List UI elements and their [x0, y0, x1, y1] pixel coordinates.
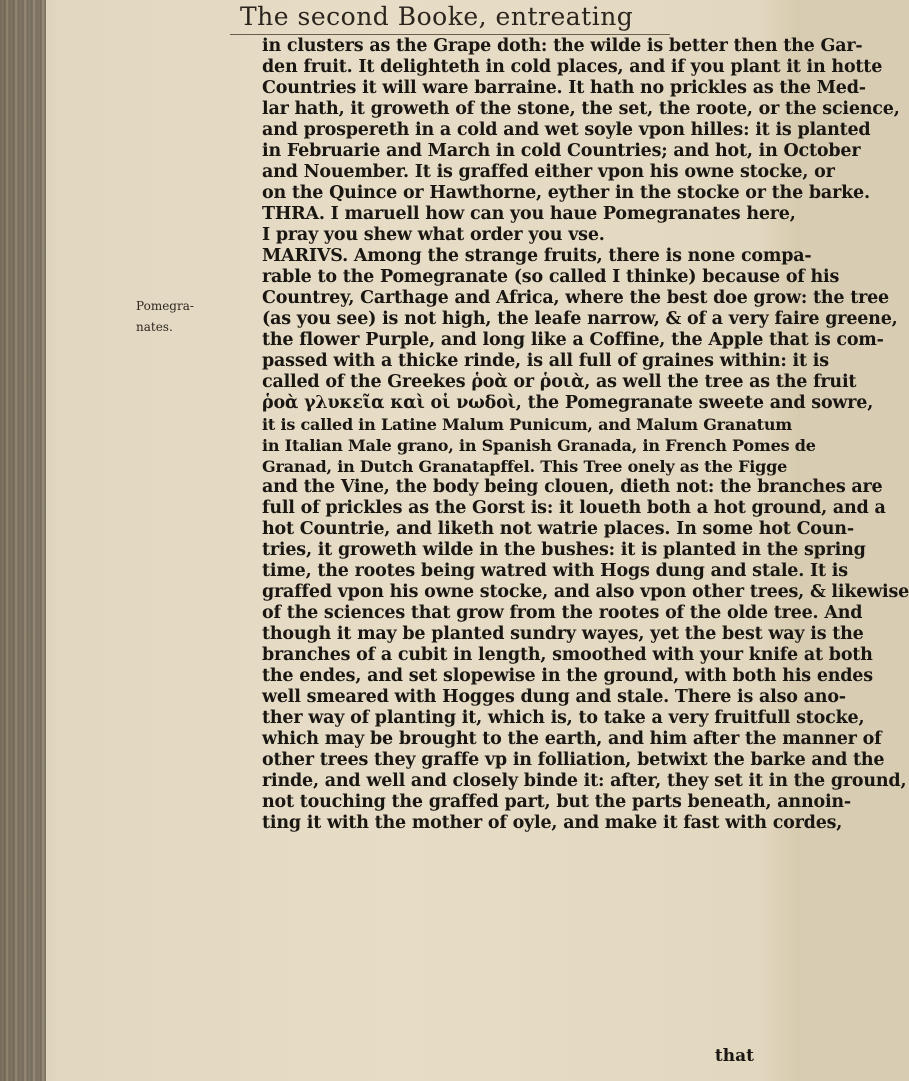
text-line: on the Quince or Hawthorne, eyther in the stocke or the barke. [262, 183, 870, 203]
text-line: (as you see) is not high, the leafe narrow, & of a very faire greene, [262, 309, 898, 329]
text-line: which may be brought to the earth, and him after the manner of [262, 729, 882, 749]
running-head-text: The second Booke, entreating [240, 2, 634, 31]
text-line: called of the Greekes ῥοὰ or ῥοιὰ, as well the tree as the fruit [262, 372, 857, 392]
text-line: not touching the graffed part, but the parts beneath, annoin- [262, 792, 851, 812]
text-line: passed with a thicke rinde, is all full of graines within: it is [262, 351, 829, 371]
catchword: that [714, 1046, 754, 1066]
margin-note-line-2: nates. [136, 320, 173, 334]
text-line: and Nouember. It is graffed either vpon his owne stocke, or [262, 162, 835, 182]
running-head [240, 2, 660, 31]
text-line: and prospereth in a cold and wet soyle vpon hilles: it is planted [262, 120, 871, 140]
text-line: in Italian Male grano, in Spanish Granada, in French Pomes de [262, 436, 816, 455]
text-line: Granad, in Dutch Granatapffel. This Tree onely as the Figge [262, 457, 788, 476]
text-line: MARIVS. Among the strange fruits, there is none compa- [262, 246, 812, 266]
text-line: the flower Purple, and long like a Coffine, the Apple that is com- [262, 330, 884, 350]
text-line: I pray you shew what order you vse. [262, 225, 605, 245]
text-line: in Februarie and March in cold Countries; and hot, in October [262, 141, 861, 161]
text-line: ῥοὰ γλυκεῖα καὶ οἱ νωδοὶ, the Pomegranate sweete and sowre, [262, 393, 874, 413]
text-line: Countrey, Carthage and Africa, where the best doe grow: the tree [262, 288, 889, 308]
text-line: and the Vine, the body being clouen, dieth not: the branches are [262, 477, 883, 497]
text-line: ting it with the mother of oyle, and make it fast with cordes, [262, 813, 843, 833]
text-line: other trees they graffe vp in folliation, betwixt the barke and the [262, 750, 885, 770]
text-line: it is called in Latine Malum Punicum, and Malum Granatum [262, 415, 793, 434]
text-line: rable to the Pomegranate (so called I thinke) because of his [262, 267, 840, 287]
text-line: tries, it groweth wilde in the bushes: it is planted in the spring [262, 540, 866, 560]
text-line: the endes, and set slopewise in the ground, with both his endes [262, 666, 873, 686]
text-line: den fruit. It delighteth in cold places, and if you plant it in hotte [262, 57, 883, 77]
text-line: THRA. I maruell how can you haue Pomegranates here, [262, 204, 796, 224]
text-line: though it may be planted sundry wayes, yet the best way is the [262, 624, 864, 644]
text-line: hot Countrie, and liketh not watrie places. In some hot Coun- [262, 519, 854, 539]
book-binding-edge [0, 0, 46, 1081]
text-line: ther way of planting it, which is, to take a very fruitfull stocke, [262, 708, 865, 728]
text-line: graffed vpon his owne stocke, and also vpon other trees, & likewise [262, 582, 909, 602]
text-line: Countries it will ware barraine. It hath no prickles as the Med- [262, 78, 866, 98]
text-line: lar hath, it groweth of the stone, the set, the roote, or the science, [262, 99, 900, 119]
text-line: in clusters as the Grape doth: the wilde is better then the Gar- [262, 36, 863, 56]
margin-note-line-1: Pomegra- [136, 299, 194, 313]
body-text [262, 36, 909, 834]
text-line: time, the rootes being watred with Hogs dung and stale. It is [262, 561, 848, 581]
text-line: branches of a cubit in length, smoothed with your knife at both [262, 645, 873, 665]
text-line: of the sciences that grow from the rootes of the olde tree. And [262, 603, 863, 623]
header-rule [230, 34, 670, 35]
text-line: well smeared with Hogges dung and stale. There is also ano- [262, 687, 846, 707]
text-line: full of prickles as the Gorst is: it loueth both a hot ground, and a [262, 498, 886, 518]
text-line: rinde, and well and closely binde it: after, they set it in the ground, [262, 771, 907, 791]
